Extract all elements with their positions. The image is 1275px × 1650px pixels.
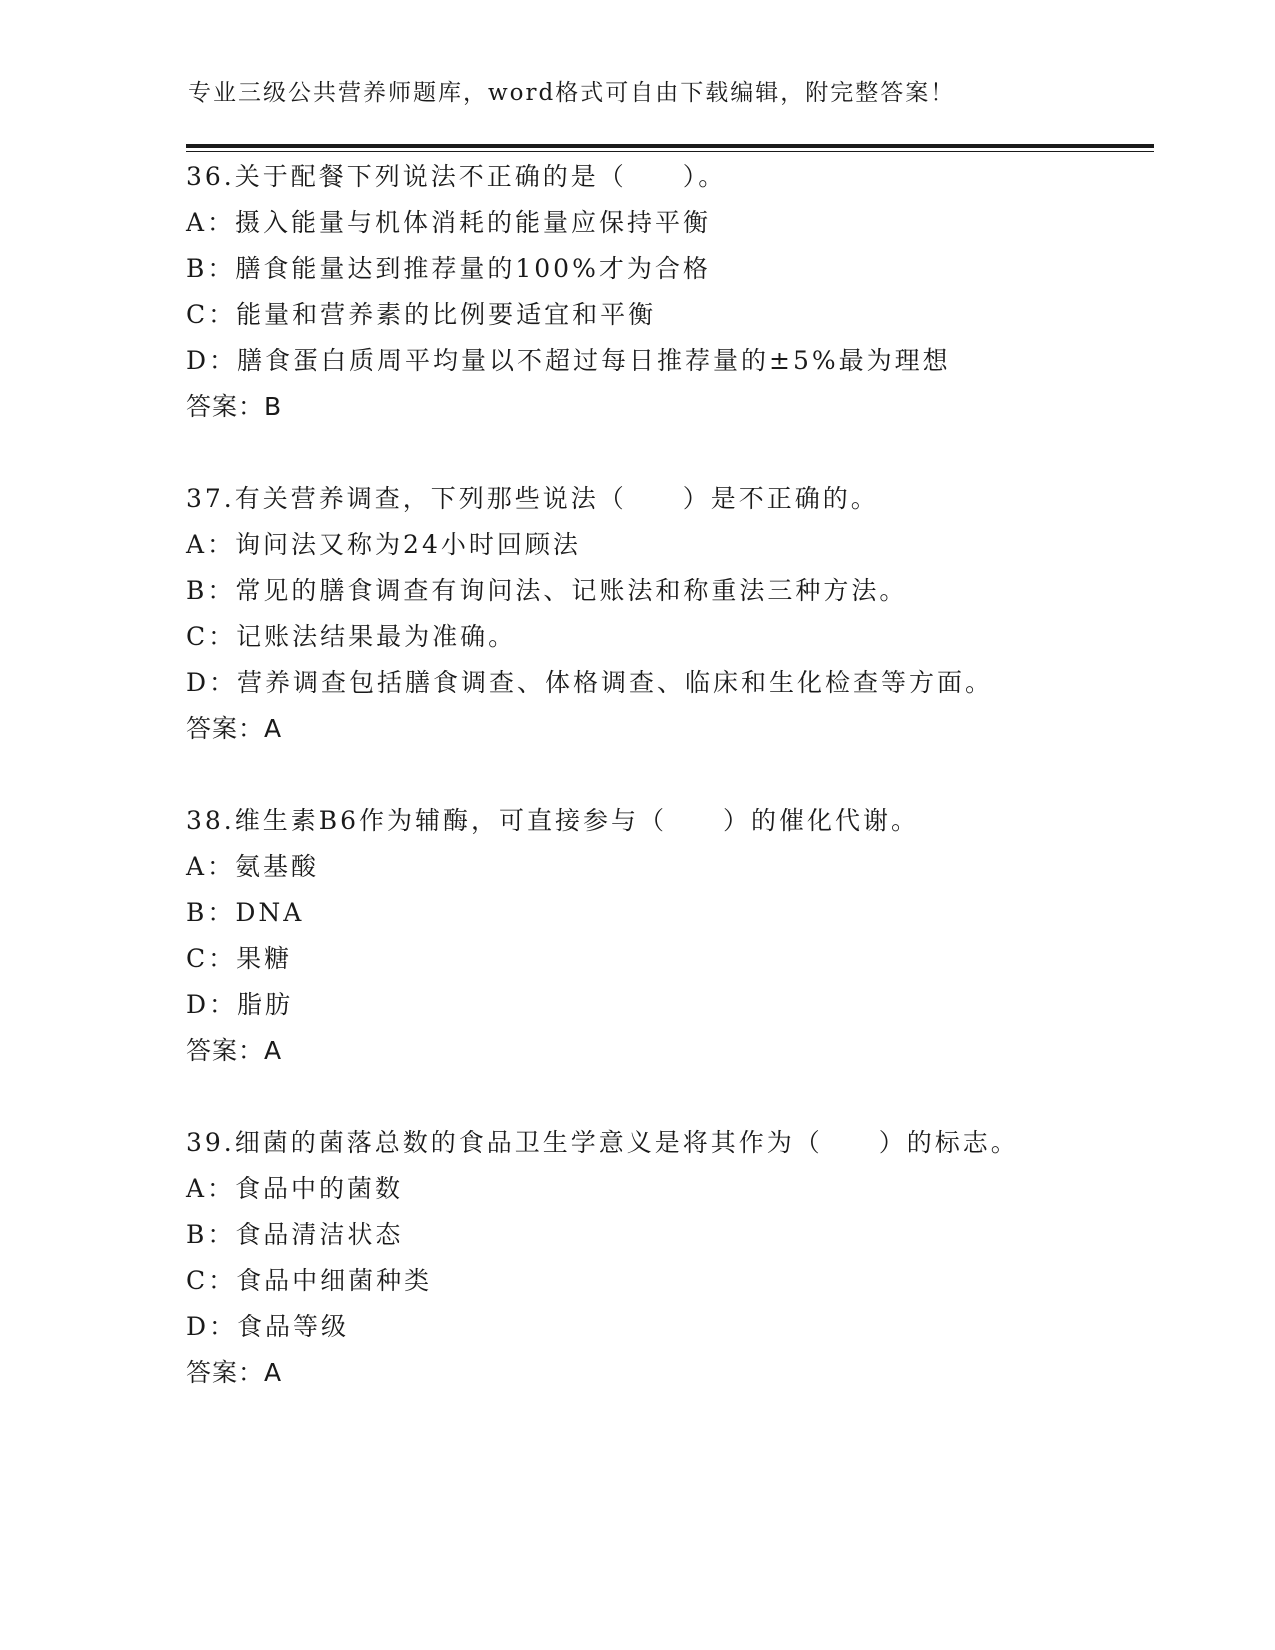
question-38 [186, 798, 1146, 1074]
question-39 [186, 1120, 1146, 1396]
question-stem: 38.维生素B6作为辅酶，可直接参与（ ）的催化代谢。 [186, 806, 920, 835]
answer: 答案：B [186, 392, 283, 421]
option-b: B：膳食能量达到推荐量的100%才为合格 [186, 254, 711, 283]
question-36 [186, 154, 1146, 430]
answer: 答案：A [186, 1036, 283, 1065]
option-c: C：能量和营养素的比例要适宜和平衡 [186, 300, 657, 329]
option-d: D：营养调查包括膳食调查、体格调查、临床和生化检查等方面。 [186, 668, 994, 697]
header-rule-thin [186, 151, 1154, 152]
answer: 答案：A [186, 1358, 283, 1387]
option-b: B：DNA [186, 898, 305, 927]
option-c: C：果糖 [186, 944, 293, 973]
option-a: A：食品中的菌数 [186, 1174, 404, 1203]
option-d: D：食品等级 [186, 1312, 350, 1341]
question-list [186, 154, 1146, 1442]
option-a: A：氨基酸 [186, 852, 320, 881]
question-stem: 36.关于配餐下列说法不正确的是（ ）。 [186, 162, 727, 191]
option-a: A：询问法又称为24小时回顾法 [186, 530, 581, 559]
option-c: C：食品中细菌种类 [186, 1266, 433, 1295]
option-b: B：食品清洁状态 [186, 1220, 404, 1249]
question-stem: 37.有关营养调查，下列那些说法（ ）是不正确的。 [186, 484, 879, 513]
header-rule-thick [186, 144, 1154, 148]
option-c: C：记账法结果最为准确。 [186, 622, 517, 651]
option-b: B：常见的膳食调查有询问法、记账法和称重法三种方法。 [186, 576, 908, 605]
question-37 [186, 476, 1146, 752]
option-a: A：摄入能量与机体消耗的能量应保持平衡 [186, 208, 712, 237]
answer: 答案：A [186, 714, 283, 743]
question-stem: 39.细菌的菌落总数的食品卫生学意义是将其作为（ ）的标志。 [186, 1128, 1019, 1157]
option-d: D：脂肪 [186, 990, 294, 1019]
option-d: D：膳食蛋白质周平均量以不超过每日推荐量的±5%最为理想 [186, 346, 951, 375]
page-header: 专业三级公共营养师题库，word格式可自由下载编辑，附完整答案！ [188, 80, 956, 106]
